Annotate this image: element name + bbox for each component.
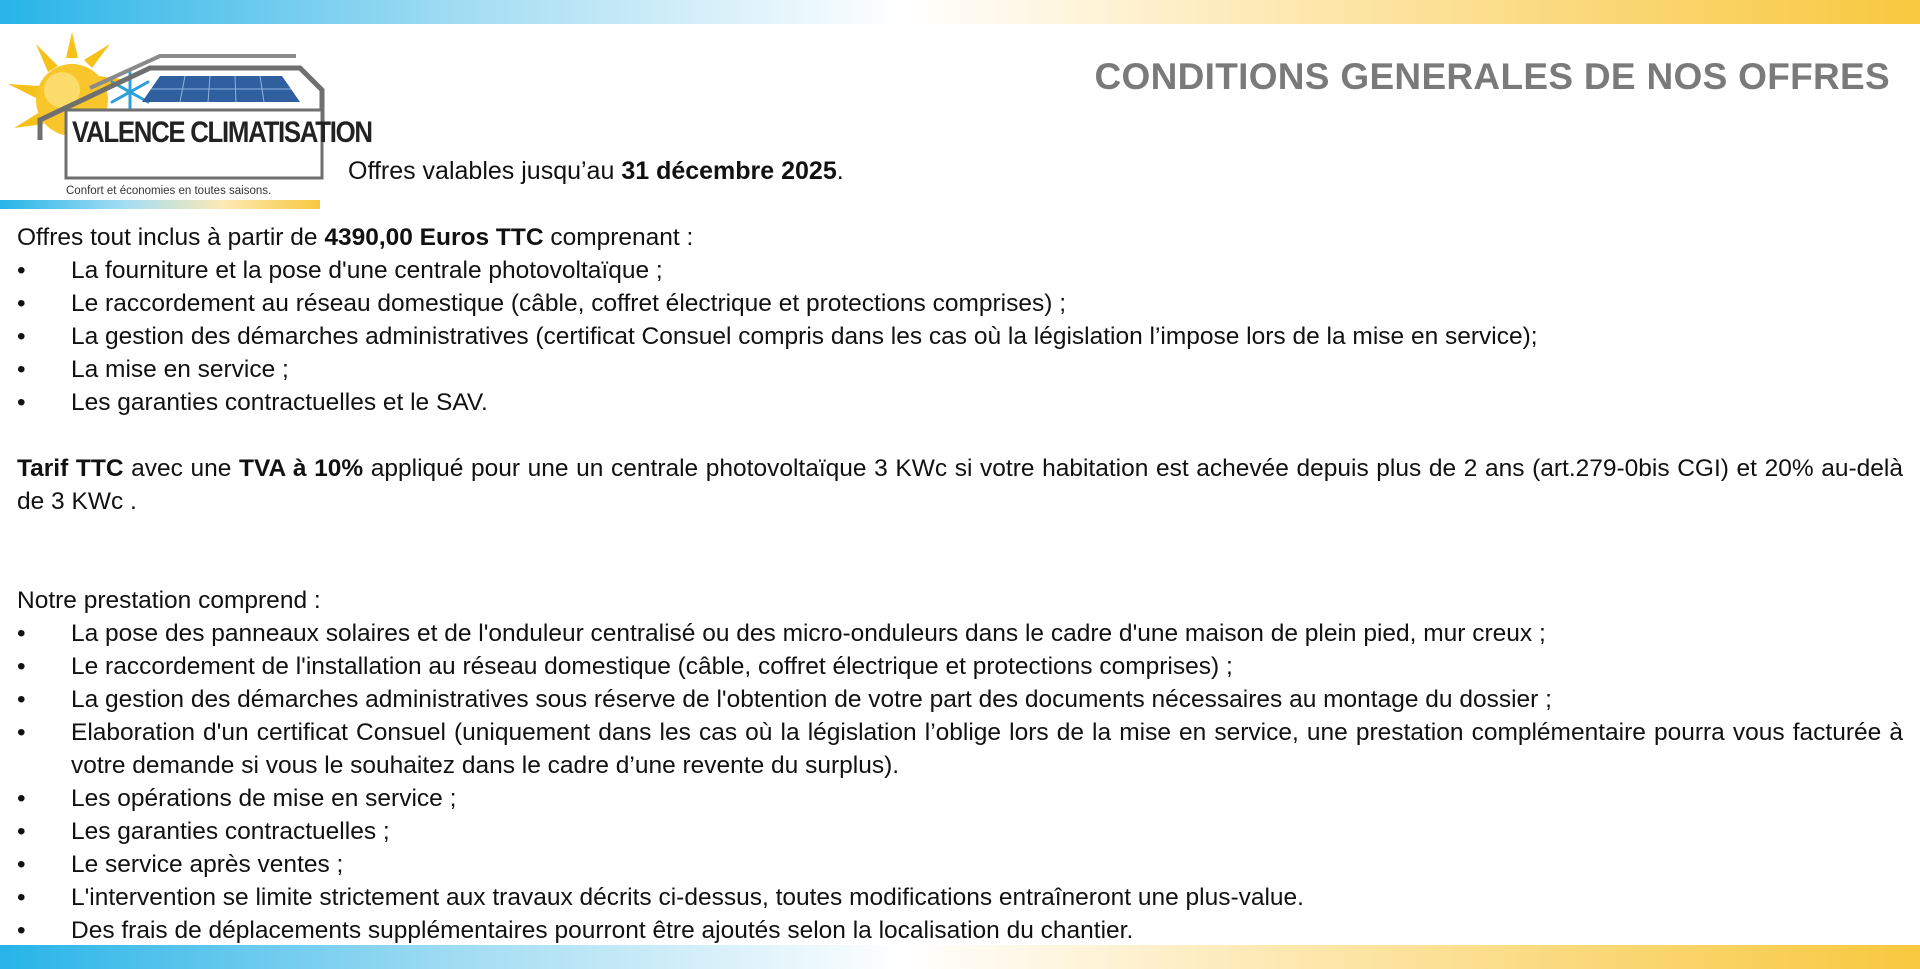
list-item: • Le service après ventes ; xyxy=(17,848,1903,881)
tariff-text-2: appliqué pour une un centrale photovoltaïque 3 KWc si votre habitation est achevée depuis plus de 2 ans (art.279-0bis CGI) et 20% au-delà de 3 KWc . xyxy=(17,455,1903,515)
list-item: • Le raccordement de l'installation au réseau domestique (câble, coffret électrique et protections comprises) ; xyxy=(17,650,1903,683)
tariff-paragraph xyxy=(17,452,1903,518)
tariff-tva: TVA à 10% xyxy=(238,455,364,482)
offer-items-list xyxy=(17,254,1903,419)
list-item: • La fourniture et la pose d'une centrale photovoltaïque ; xyxy=(17,254,1903,287)
list-item: • Elaboration d'un certificat Consuel (uniquement dans les cas où la législation l’oblige lors de la mise en service, une prestation complémentaire pourra vous facturée à votre demande si vous le souhaitez dans le cadre d’une revente du surplus). xyxy=(17,716,1903,782)
logo-gradient-bar xyxy=(0,200,320,209)
top-gradient-band xyxy=(0,0,1920,24)
conditions-body xyxy=(17,221,1903,947)
list-item: • Des frais de déplacements supplémentaires pourront être ajoutés selon la localisation du chantier. xyxy=(17,914,1903,947)
validity-prefix: Offres valables jusqu’au xyxy=(348,157,622,185)
sun-house-icon xyxy=(0,28,372,188)
page-title: CONDITIONS GENERALES DE NOS OFFRES xyxy=(1094,56,1890,97)
service-intro: Notre prestation comprend : xyxy=(17,587,321,614)
list-item: • Les opérations de mise en service ; xyxy=(17,782,1903,815)
list-item: • La gestion des démarches administratives sous réserve de l'obtention de votre part des documents nécessaires au montage du dossier ; xyxy=(17,683,1903,716)
validity-suffix: . xyxy=(836,157,844,185)
offer-intro xyxy=(17,221,1903,254)
service-items-list xyxy=(17,617,1903,947)
logo-tagline: Confort et économies en toutes saisons. xyxy=(66,185,272,197)
bottom-gradient-band xyxy=(0,945,1920,969)
offer-validity xyxy=(348,157,844,186)
offer-intro-suffix: comprenant : xyxy=(543,224,694,251)
spacer xyxy=(17,518,1903,584)
list-item: • Les garanties contractuelles et le SAV. xyxy=(17,386,1903,419)
list-item: • Les garanties contractuelles ; xyxy=(17,815,1903,848)
tariff-text-1: avec une xyxy=(123,455,239,482)
company-logo xyxy=(0,28,372,197)
list-item: • Le raccordement au réseau domestique (câble, coffret électrique et protections comprises) ; xyxy=(17,287,1903,320)
tariff-label: Tarif TTC xyxy=(17,455,124,482)
list-item: • La mise en service ; xyxy=(17,353,1903,386)
list-item: • L'intervention se limite strictement aux travaux décrits ci-dessus, toutes modifications entraîneront une plus-value. xyxy=(17,881,1903,914)
offer-intro-prefix: Offres tout inclus à partir de xyxy=(17,224,325,251)
list-item: • La pose des panneaux solaires et de l'onduleur centralisé ou des micro-onduleurs dans le cadre d'une maison de plein pied, mur creux ; xyxy=(17,617,1903,650)
offer-price: 4390,00 Euros TTC xyxy=(324,224,544,251)
spacer xyxy=(17,419,1903,452)
logo-company-name: VALENCE CLIMATISATION xyxy=(72,116,372,149)
list-item: • La gestion des démarches administratives (certificat Consuel compris dans les cas où la législation l’impose lors de la mise en service); xyxy=(17,320,1903,353)
validity-date: 31 décembre 2025 xyxy=(621,157,837,185)
